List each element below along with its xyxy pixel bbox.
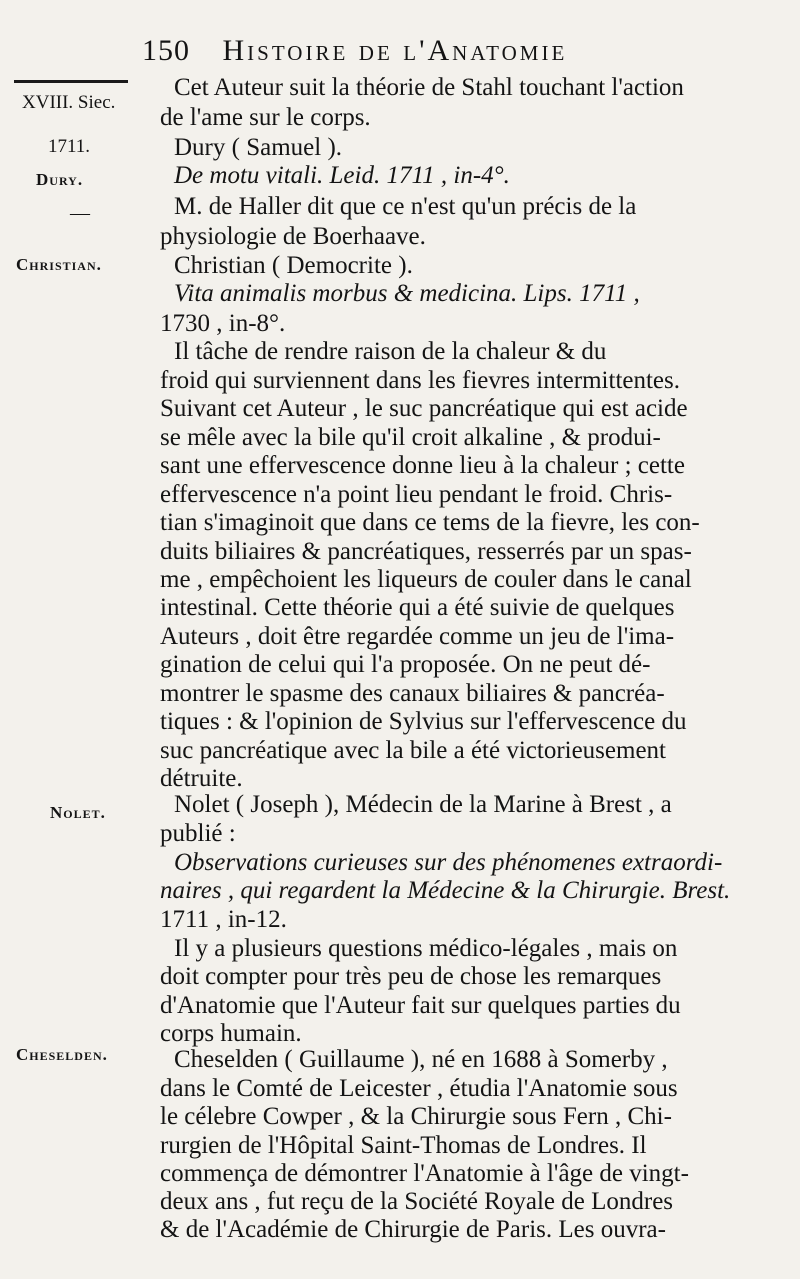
margin-century: XVIII. Siec. [22, 92, 116, 113]
text-line: Suivant cet Auteur , le suc pancréatique qui est acide [160, 395, 688, 422]
text-line: M. de Haller dit que ce n'est qu'un précis de la [174, 193, 637, 220]
text-line: me , empêchoient les liqueurs de couler dans le canal [160, 566, 692, 593]
text-line: froid qui surviennent dans les fievres intermittentes. [160, 367, 681, 394]
text-line: sant une effervescence donne lieu à la chaleur ; cette [160, 452, 685, 479]
text-line: Observations curieuses sur des phénomenes extraordi- [174, 849, 723, 876]
running-header [142, 34, 782, 68]
margin-dash: — [70, 202, 90, 224]
text-line: deux ans , fut reçu de la Société Royale de Londres [160, 1188, 674, 1215]
text-line: 1711 , in-12. [160, 906, 287, 933]
text-line: rurgien de l'Hôpital Saint-Thomas de Londres. Il [160, 1132, 647, 1159]
text-line: naires , qui regardent la Médecine & la Chirurgie. Brest. [160, 877, 731, 904]
text-line: Vita animalis morbus & medicina. Lips. 1711 , [174, 280, 640, 307]
text-line: Dury ( Samuel ). [174, 134, 343, 161]
text-line: De motu vitali. Leid. 1711 , in-4°. [174, 162, 510, 189]
text-line: Auteurs , doit être regardée comme un jeu de l'ima- [160, 623, 675, 650]
text-line: publié : [160, 820, 236, 847]
text-line: suc pancréatique avec la bile a été victorieusement [160, 737, 666, 764]
text-line: tian s'imaginoit que dans ce tems de la fievre, les con- [160, 509, 700, 536]
margin-cheselden: Cheselden. [16, 1045, 108, 1064]
text-line: se mêle avec la bile qu'il croit alkaline , & produi- [160, 424, 661, 451]
running-title: Histoire de l'Anatomie [222, 34, 568, 67]
text-line: tiques : & l'opinion de Sylvius sur l'effervescence du [160, 708, 687, 735]
margin-christian: Christian. [16, 255, 102, 274]
text-line: Cheselden ( Guillaume ), né en 1688 à Somerby , [174, 1046, 668, 1073]
text-line: 1730 , in-8°. [160, 310, 286, 337]
text-line: physiologie de Boerhaave. [160, 223, 426, 250]
page-number: 150 [142, 34, 190, 67]
text-line: détruite. [160, 765, 243, 792]
text-line: montrer le spasme des canaux biliaires & pancréa- [160, 680, 665, 707]
text-line: Cet Auteur suit la théorie de Stahl touchant l'action [174, 74, 684, 101]
text-line: & de l'Académie de Chirurgie de Paris. Les ouvra- [160, 1216, 666, 1243]
text-line: intestinal. Cette théorie qui a été suivie de quelques [160, 594, 675, 621]
margin-year: 1711. [48, 136, 91, 157]
text-line: Il tâche de rendre raison de la chaleur & du [174, 338, 607, 365]
margin-dury: Dury. [36, 170, 84, 189]
text-line: le célebre Cowper , & la Chirurgie sous Fern , Chi- [160, 1103, 672, 1130]
text-line: dans le Comté de Leicester , étudia l'Anatomie sous [160, 1075, 678, 1102]
text-line: Il y a plusieurs questions médico-légales , mais on [174, 935, 678, 962]
text-line: gination de celui qui l'a proposée. On ne peut dé- [160, 651, 651, 678]
text-line: Nolet ( Joseph ), Médecin de la Marine à Brest , a [174, 791, 672, 818]
margin-nolet: Nolet. [50, 803, 106, 822]
text-line: d'Anatomie que l'Auteur fait sur quelques parties du [160, 992, 681, 1019]
margin-rule [14, 80, 128, 83]
text-line: de l'ame sur le corps. [160, 104, 371, 131]
text-line: corps humain. [160, 1020, 302, 1047]
text-line: effervescence n'a point lieu pendant le froid. Chris- [160, 481, 673, 508]
text-line: commença de démontrer l'Anatomie à l'âge de vingt- [160, 1160, 689, 1187]
text-line: Christian ( Democrite ). [174, 252, 413, 279]
text-line: duits biliaires & pancréatiques, resserrés par un spas- [160, 538, 692, 565]
text-line: doit compter pour très peu de chose les remarques [160, 963, 662, 990]
